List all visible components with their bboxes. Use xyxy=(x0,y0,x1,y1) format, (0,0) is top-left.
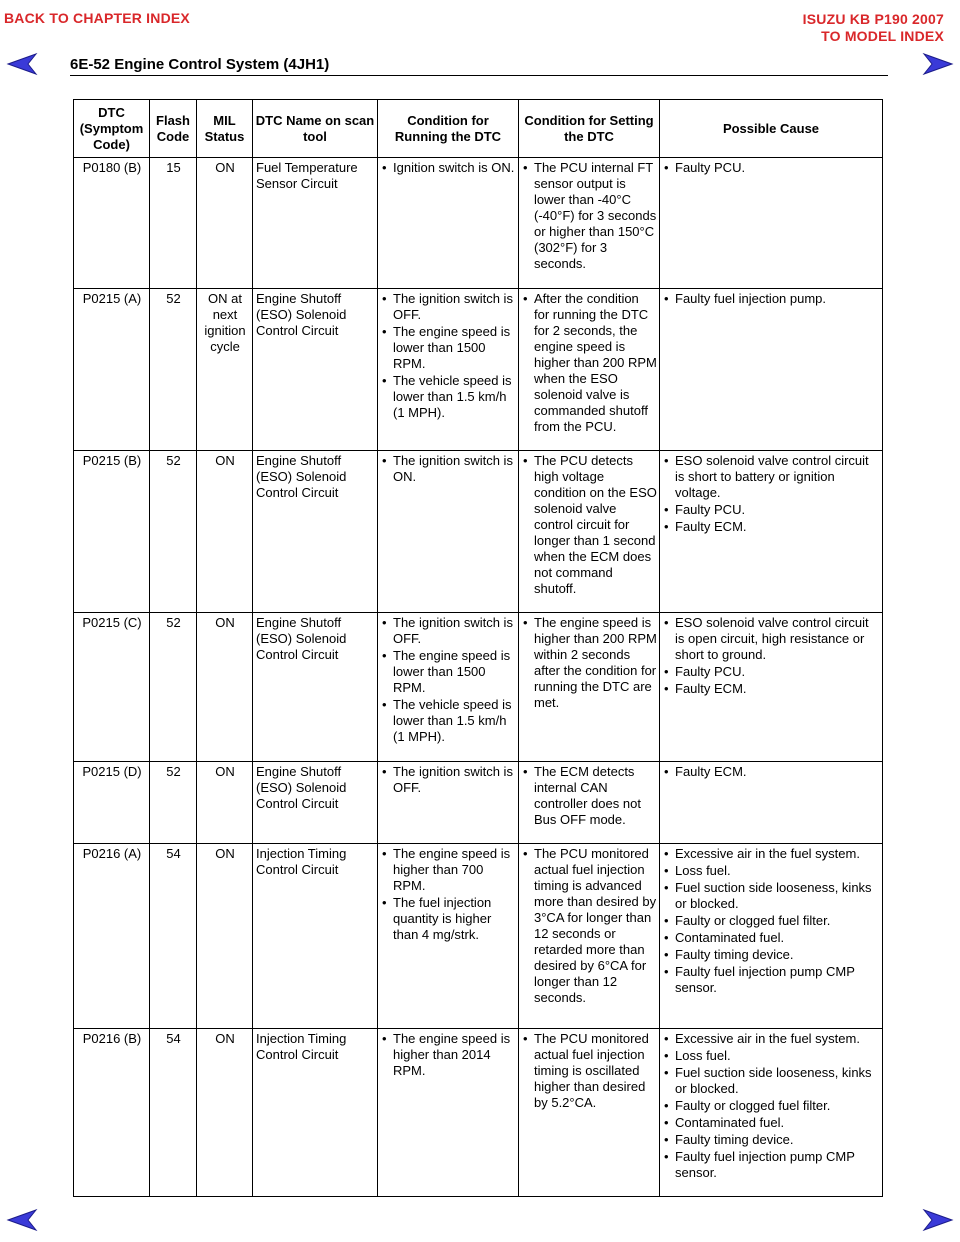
bullet-item: • Contaminated fuel. xyxy=(663,1115,880,1131)
dtc-cell: P0215 (D) xyxy=(74,762,150,844)
back-to-chapter-index-link[interactable]: BACK TO CHAPTER INDEX xyxy=(4,10,190,26)
dtc-name-cell: Fuel Temperature Sensor Circuit xyxy=(253,158,378,289)
possible-cause-cell xyxy=(660,158,883,289)
mil-status-cell: ON at next ignition cycle xyxy=(197,289,253,451)
bullet-item: • Faulty fuel injection pump CMP sensor. xyxy=(663,964,880,996)
bullet-item: • The ignition switch is OFF. xyxy=(381,764,516,796)
table-row xyxy=(74,762,883,844)
mil-status-cell: ON xyxy=(197,158,253,289)
table-row xyxy=(74,289,883,451)
bullet-item: • The ECM detects internal CAN controller does not Bus OFF mode. xyxy=(522,764,657,828)
running-condition-cell xyxy=(378,1029,519,1197)
col-header-mil-status: MIL Status xyxy=(197,100,253,158)
bullet-item: • Faulty fuel injection pump CMP sensor. xyxy=(663,1149,880,1181)
bullet-item: • The vehicle speed is lower than 1.5 km/h (1 MPH). xyxy=(381,373,516,421)
bullet-item: • The PCU monitored actual fuel injection timing is advanced more than desired by 3°CA for longer than 12 seconds or retarded more than desired by 6°CA for longer than 12 seconds. xyxy=(522,846,657,1006)
setting-condition-cell xyxy=(519,844,660,1029)
running-condition-cell xyxy=(378,844,519,1029)
table-row xyxy=(74,158,883,289)
col-header-dtc: DTC (Symptom Code) xyxy=(74,100,150,158)
bullet-item: • Contaminated fuel. xyxy=(663,930,880,946)
dtc-cell: P0216 (A) xyxy=(74,844,150,1029)
bullet-item: • Faulty ECM. xyxy=(663,681,880,697)
running-condition-cell xyxy=(378,762,519,844)
bullet-item: • Faulty PCU. xyxy=(663,502,880,518)
prev-page-arrow-bottom-icon[interactable] xyxy=(6,1208,40,1232)
bullet-item: • Fuel suction side looseness, kinks or blocked. xyxy=(663,1065,880,1097)
col-header-possible-cause: Possible Cause xyxy=(660,100,883,158)
table-row xyxy=(74,451,883,613)
dtc-name-cell: Engine Shutoff (ESO) Solenoid Control Circuit xyxy=(253,762,378,844)
bullet-item: • Fuel suction side looseness, kinks or blocked. xyxy=(663,880,880,912)
setting-condition-cell xyxy=(519,762,660,844)
header-divider xyxy=(70,75,888,76)
col-header-condition-setting: Condition for Setting the DTC xyxy=(519,100,660,158)
bullet-item: • Faulty PCU. xyxy=(663,160,880,176)
bullet-item: • Faulty or clogged fuel filter. xyxy=(663,1098,880,1114)
running-condition-cell xyxy=(378,158,519,289)
possible-cause-cell xyxy=(660,844,883,1029)
bullet-item: • Faulty ECM. xyxy=(663,519,880,535)
dtc-name-cell: Engine Shutoff (ESO) Solenoid Control Circuit xyxy=(253,451,378,613)
dtc-cell: P0215 (A) xyxy=(74,289,150,451)
next-page-arrow-icon[interactable] xyxy=(920,52,954,76)
bullet-item: • Excessive air in the fuel system. xyxy=(663,846,880,862)
flash-code-cell: 54 xyxy=(150,1029,197,1197)
setting-condition-cell xyxy=(519,451,660,613)
table-header-row xyxy=(74,100,883,158)
mil-status-cell: ON xyxy=(197,1029,253,1197)
bullet-item: • The PCU monitored actual fuel injection timing is oscillated higher than desired by 5.2°CA. xyxy=(522,1031,657,1111)
bullet-item: • Faulty fuel injection pump. xyxy=(663,291,880,307)
dtc-cell: P0215 (C) xyxy=(74,613,150,762)
bullet-item: • Loss fuel. xyxy=(663,1048,880,1064)
setting-condition-cell xyxy=(519,158,660,289)
table-row xyxy=(74,1029,883,1197)
dtc-name-cell: Engine Shutoff (ESO) Solenoid Control Circuit xyxy=(253,613,378,762)
col-header-condition-running: Condition for Running the DTC xyxy=(378,100,519,158)
bullet-item: • The engine speed is higher than 2014 RPM. xyxy=(381,1031,516,1079)
bullet-item: • The engine speed is higher than 200 RPM within 2 seconds after the condition for running the DTC are met. xyxy=(522,615,657,711)
page-header-title: 6E-52 Engine Control System (4JH1) xyxy=(70,56,330,73)
to-model-index-link[interactable]: TO MODEL INDEX xyxy=(821,28,944,44)
bullet-item: • The vehicle speed is lower than 1.5 km/h (1 MPH). xyxy=(381,697,516,745)
dtc-table xyxy=(73,99,883,1197)
bullet-item: • The PCU internal FT sensor output is lower than -40°C (-40°F) for 3 seconds or higher than 150°C (302°F) for 3 seconds. xyxy=(522,160,657,272)
dtc-cell: P0216 (B) xyxy=(74,1029,150,1197)
table-row xyxy=(74,844,883,1029)
bullet-item: • Ignition switch is ON. xyxy=(381,160,516,176)
bullet-item: • ESO solenoid valve control circuit is open circuit, high resistance or short to ground. xyxy=(663,615,880,663)
bullet-item: • The engine speed is higher than 700 RPM. xyxy=(381,846,516,894)
flash-code-cell: 52 xyxy=(150,762,197,844)
bullet-item: • Faulty or clogged fuel filter. xyxy=(663,913,880,929)
mil-status-cell: ON xyxy=(197,762,253,844)
bullet-item: • Faulty timing device. xyxy=(663,947,880,963)
bullet-item: • The engine speed is lower than 1500 RPM. xyxy=(381,324,516,372)
bullet-item: • Faulty ECM. xyxy=(663,764,880,780)
running-condition-cell xyxy=(378,613,519,762)
bullet-item: • Loss fuel. xyxy=(663,863,880,879)
dtc-cell: P0215 (B) xyxy=(74,451,150,613)
bullet-item: • The ignition switch is OFF. xyxy=(381,615,516,647)
bullet-item: • ESO solenoid valve control circuit is short to battery or ignition voltage. xyxy=(663,453,880,501)
possible-cause-cell xyxy=(660,1029,883,1197)
flash-code-cell: 54 xyxy=(150,844,197,1029)
dtc-name-cell: Injection Timing Control Circuit xyxy=(253,1029,378,1197)
setting-condition-cell xyxy=(519,1029,660,1197)
dtc-name-cell: Engine Shutoff (ESO) Solenoid Control Circuit xyxy=(253,289,378,451)
next-page-arrow-bottom-icon[interactable] xyxy=(920,1208,954,1232)
bullet-item: • Excessive air in the fuel system. xyxy=(663,1031,880,1047)
mil-status-cell: ON xyxy=(197,844,253,1029)
bullet-item: • After the condition for running the DTC for 2 seconds, the engine speed is higher than 200 RPM when the ESO solenoid valve is commanded shutoff from the PCU. xyxy=(522,291,657,435)
dtc-name-cell: Injection Timing Control Circuit xyxy=(253,844,378,1029)
bullet-item: • The engine speed is lower than 1500 RPM. xyxy=(381,648,516,696)
bullet-item: • Faulty PCU. xyxy=(663,664,880,680)
bullet-item: • The PCU detects high voltage condition on the ESO solenoid valve control circuit for longer than 1 second when the ECM does not command shutoff. xyxy=(522,453,657,597)
flash-code-cell: 52 xyxy=(150,289,197,451)
setting-condition-cell xyxy=(519,613,660,762)
dtc-cell: P0180 (B) xyxy=(74,158,150,289)
bullet-item: • The fuel injection quantity is higher than 4 mg/strk. xyxy=(381,895,516,943)
flash-code-cell: 52 xyxy=(150,451,197,613)
bullet-item: • The ignition switch is OFF. xyxy=(381,291,516,323)
running-condition-cell xyxy=(378,451,519,613)
bullet-item: • Faulty timing device. xyxy=(663,1132,880,1148)
possible-cause-cell xyxy=(660,762,883,844)
bullet-item: • The ignition switch is ON. xyxy=(381,453,516,485)
flash-code-cell: 52 xyxy=(150,613,197,762)
prev-page-arrow-icon[interactable] xyxy=(6,52,40,76)
col-header-flash-code: Flash Code xyxy=(150,100,197,158)
possible-cause-cell xyxy=(660,613,883,762)
col-header-dtc-name: DTC Name on scan tool xyxy=(253,100,378,158)
table-row xyxy=(74,613,883,762)
mil-status-cell: ON xyxy=(197,451,253,613)
possible-cause-cell xyxy=(660,289,883,451)
setting-condition-cell xyxy=(519,289,660,451)
possible-cause-cell xyxy=(660,451,883,613)
running-condition-cell xyxy=(378,289,519,451)
flash-code-cell: 15 xyxy=(150,158,197,289)
mil-status-cell: ON xyxy=(197,613,253,762)
model-title: ISUZU KB P190 2007 xyxy=(802,11,944,27)
